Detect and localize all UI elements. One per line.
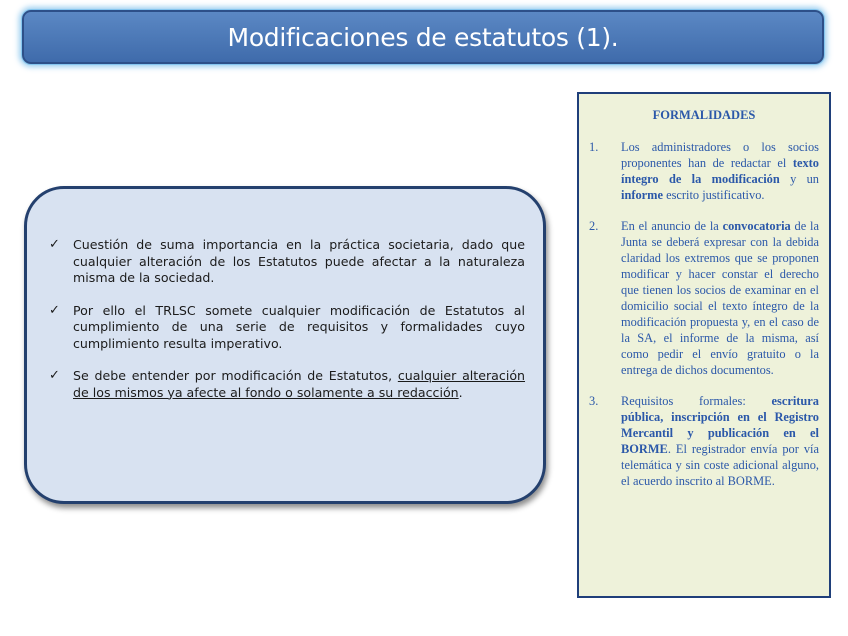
- summary-panel: [24, 186, 546, 504]
- list-item: [589, 139, 819, 203]
- list-item: [589, 393, 819, 489]
- item-number: 2.: [589, 219, 599, 233]
- item-bold-text: escritura pública, inscripción en el Registro Mercantil y publicación en el BORME: [621, 394, 819, 456]
- bullet-underlined-text: cualquier alteración de los mismos ya afecte al fondo o solamente a su redacción: [73, 368, 526, 400]
- title-banner: [22, 10, 824, 64]
- item-text: escrito justificativo.: [662, 188, 765, 202]
- list-item: [49, 368, 525, 401]
- item-text: Requisitos formales:: [621, 394, 772, 408]
- bullet-text: Se debe entender por modificación de Estatutos,: [73, 368, 398, 383]
- check-icon: ✓: [49, 368, 60, 383]
- formalidades-panel: [577, 92, 831, 598]
- item-text: y un: [779, 172, 819, 186]
- item-bold-text: texto íntegro de la modificación: [621, 156, 819, 186]
- item-text: Los administradores o los socios proponentes han de redactar el: [621, 140, 819, 170]
- list-item: [49, 237, 525, 287]
- list-item: [589, 218, 819, 378]
- item-text: de la Junta se deberá expresar con la debida claridad los extremos que se proponen modificar y hacer constar el derecho que tienen los socios de examinar en el domicilio social el texto íntegro de la modificación propuesta y, en el caso de la SA, el informe de la misma, así como pedir el envío gratuito o la entrega de dichos documentos.: [621, 219, 819, 377]
- formalidades-list: [589, 139, 819, 489]
- item-text: . El registrador envía por vía telemática y sin coste adicional alguno, el acuerdo inscrito al BORME.: [621, 442, 819, 488]
- item-bold-text: convocatoria: [722, 219, 791, 233]
- bullet-text: Por ello el TRLSC somete cualquier modificación de Estatutos al cumplimiento de una serie de requisitos y formalidades cuyo cumplimiento resulta imperativo.: [73, 302, 525, 351]
- list-item: [49, 303, 525, 353]
- item-text: En el anuncio de la: [621, 219, 723, 233]
- bullet-text-end: .: [458, 384, 463, 400]
- item-number: 1.: [589, 140, 599, 154]
- item-bold-text: informe: [621, 188, 663, 202]
- page-title: Modificaciones de estatutos (1).: [227, 22, 619, 52]
- check-icon: ✓: [49, 237, 60, 252]
- formalidades-title: FORMALIDADES: [652, 108, 756, 122]
- bullet-list: [49, 237, 525, 417]
- check-icon: ✓: [49, 302, 60, 318]
- bullet-text: Cuestión de suma importancia en la práctica societaria, dado que cualquier alteración de los Estatutos puede afectar a la naturaleza misma de la sociedad.: [73, 237, 525, 285]
- item-number: 3.: [589, 394, 599, 408]
